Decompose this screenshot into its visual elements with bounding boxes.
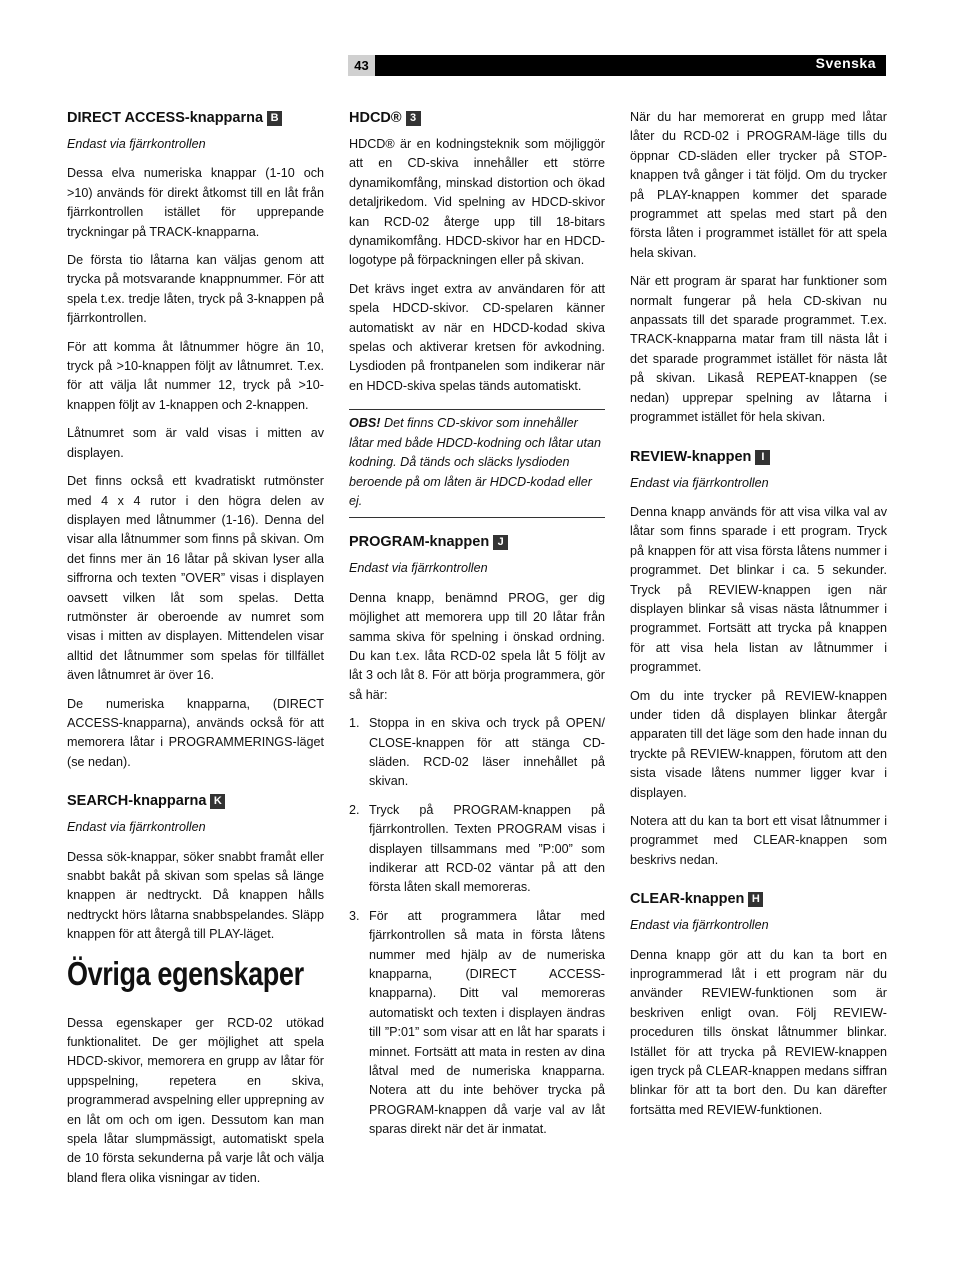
key-badge: K <box>210 794 225 809</box>
section-heading-direct-access <box>67 108 324 128</box>
chapter-title: Övriga egenskaper <box>67 954 304 992</box>
section-heading-clear <box>630 889 887 909</box>
paragraph: När ett program är sparat har funktioner som normalt fungerar på hela CD-skivan nu anpassats till det sparade programmet. T.ex. TRACK-knapparna matar fram till nästa låt i det sparade programmet istället för nästa låt på skivan. Likaså REPEAT-knappen (se nedan) upprepar spelning av låtarna i programmet istället för hela skivan. <box>630 274 887 425</box>
note-label: OBS! <box>349 416 381 431</box>
paragraph: Dessa sök-knappar, söker snabbt framåt eller snabbt bakåt på skivan som spelas så länge knappen är nedtryckt. Då knappen hålls nedtryckt hörs låtarna snabbspelandes. Släpp knappen för att återgå till PLAY-läget. <box>67 849 324 942</box>
step-text: För att programmera låtar med fjärrkontrollen så mata in första låtens nummer med hjälp av de numeriska knapparna, (DIRECT ACCESS-knapparna). Ditt val memoreras automatiskt och texten i displayen ändras till ”P:01” som visar att en låt har sparats i minnet. Fortsätt att mata in resten av dina låtval med de numeriska knapparna. Notera att du inte behöver trycka på PROGRAM-knappen då varje val av låt sparas direkt när det är inmatat. <box>369 908 605 1137</box>
paragraph: Låtnumret som är vald visas i mitten av displayen. <box>67 426 324 460</box>
key-badge: I <box>755 450 770 465</box>
header-bar <box>348 55 886 76</box>
section-heading-hdcd <box>349 108 605 128</box>
list-item <box>349 907 605 1140</box>
heading-text: PROGRAM-knappen <box>349 534 490 551</box>
remote-only-note: Endast via fjärrkontrollen <box>67 137 206 151</box>
heading-text: HDCD® <box>349 110 402 126</box>
paragraph: Om du inte trycker på REVIEW-knappen under tiden då displayen blinkar återgår apparaten till det läge som den hade innan du tryckte på REVIEW-knappen, förutom att den sista visade låtens nummer ligger kvar i displayen. <box>630 688 887 800</box>
remote-only-note: Endast via fjärrkontrollen <box>67 820 206 835</box>
paragraph: Det finns också ett kvadratiskt rutmönster med 4 x 4 rutor i den högra delen av displayen med låtnummer (1-16). Denna del visar alla låtnummer som finns på skivan. Om det finns mer än 16 låtar på skivan lyser alla siffrorna och texten ”OVER” visas i displayen oavsett vilken låt som spelas. Detta rutmönster är oberoende av numret som visas i mitten av displayen. Mittendelen visar alltid det låtnummer som spelas för tillfället även låtnumret är över 16. <box>67 474 324 683</box>
remote-only-note: Endast via fjärrkontrollen <box>630 475 769 490</box>
heading-text: DIRECT ACCESS-knapparna <box>67 110 264 126</box>
note-box <box>349 409 605 518</box>
remote-only-note: Endast via fjärrkontrollen <box>349 561 488 576</box>
paragraph: HDCD® är en kodningsteknik som möjliggör att en CD-skiva innehåller ett större dynamikomfång, minskad distortion och ökad detaljrikedom. Vid spelning av HDCD-skivor kan RCD-02 återge upp till 18-bitars dynamikomfång. HDCD-skivor har en HDCD-logotype på förpackningen eller på skivan. <box>349 137 605 268</box>
key-badge: 3 <box>406 111 421 126</box>
key-badge: B <box>267 111 282 126</box>
page-number: 43 <box>348 55 375 76</box>
paragraph: Det krävs inget extra av användaren för att spela HDCD-skivor. CD-spelaren känner automatiskt av när en HDCD-kodad skiva spelas och aktiverar kretsen för avkodning. Lysdioden på frontpanelen som indikerar när en HDCD-skiva spelas tänds automatiskt. <box>349 281 605 393</box>
column-left <box>67 108 324 1197</box>
list-item <box>349 714 605 792</box>
paragraph: När du har memorerat en grupp med låtar låter du RCD-02 i PROGRAM-läge tills du öppnar CD-släden eller trycker på STOP-knappen två gånger i tät följd. Om du trycker på PLAY-knappen kommer det sparade programmet att spelas med start på den första låten i programmet istället för att spela hela skivan. <box>630 110 887 260</box>
paragraph: Notera att du kan ta bort ett visat låtnummer i programmet med CLEAR-knappen som beskrivs nedan. <box>630 814 887 867</box>
section-heading-program <box>349 532 605 552</box>
remote-only-note: Endast via fjärrkontrollen <box>630 918 769 933</box>
step-number: 3. <box>349 908 360 923</box>
heading-text: SEARCH-knapparna <box>67 793 207 810</box>
program-steps <box>349 714 605 1140</box>
paragraph: Denna knapp används för att visa vilka val av låtar som finns sparade i ett program. Tryck på knappen för att visa första låtens nummer i programmet. Det blinkar i ca. 5 sekunder. Tryck på REVIEW-knappen igen när displayen blinkar så visas nästa låtnummer i programmet. Fortsätt att trycka på knappen för att visa hela listan av låtnummer i programmet. <box>630 504 887 675</box>
heading-text: CLEAR-knappen <box>630 891 745 908</box>
note-text: Det finns CD-skivor som innehåller låtar med både HDCD-kodning och låtar utan kodning. Då tänds och släcks lysdioden beroende på om låten är HDCD-kodad eller ej. <box>349 416 602 508</box>
column-middle <box>349 108 605 1149</box>
paragraph: Denna knapp gör att du kan ta bort en inprogrammerad låt i ett program när du använder REVIEW-funktionen som är beskriven enligt ovan. Följ REVIEW-proceduren tills önskat låtnummer blinkar. Istället för att trycka på REVIEW-knappen igen tryck på CLEAR-knappen medans siffran blinkar för att ta bort den. Du kan därefter fortsätta med REVIEW-funktionen. <box>630 947 887 1117</box>
step-text: Tryck på PROGRAM-knappen på fjärrkontrollen. Texten PROGRAM visas i displayen tillsammans med ”P:00” som indikerar att RCD-02 väntar på att den första låten skall memoreras. <box>369 802 605 895</box>
key-badge: J <box>493 535 508 550</box>
heading-text: REVIEW-knappen <box>630 448 752 465</box>
paragraph: Denna knapp, benämnd PROG, ger dig möjlighet att memorera upp till 20 låtar från samma skiva för spelning i önskad ordning. Du kan t.ex. låta RCD-02 spela låt 5 följt av låt 3 och låt 8. För att börja programmera, gör så här: <box>349 590 605 702</box>
paragraph: De numeriska knapparna, (DIRECT ACCESS-knapparna), används också för att memorera låtar i PROGRAMMERINGS-läget (se nedan). <box>67 696 324 769</box>
section-heading-search <box>67 791 324 811</box>
column-right <box>630 108 887 1129</box>
paragraph: Dessa elva numeriska knappar (1-10 och >10) används för direkt åtkomst till en låt från fjärrkontrollen istället för upprepande tryckningar på TRACK-knapparna. <box>67 166 324 239</box>
section-heading-review <box>630 447 887 467</box>
step-number: 1. <box>349 716 360 731</box>
paragraph: Dessa egenskaper ger RCD-02 utökad funktionalitet. De ger möjlighet att spela HDCD-skivor, memorera en grupp av låtar för uppspelning, repetera en skiva, programmerad avspelning eller upprepning av en låt om och om igen. Dessutom kan man spela låtar slumpmässigt, automatiskt spela de 10 första sekunderna på varje låt och välja bland flera olika visningar av tiden. <box>67 1015 324 1185</box>
paragraph: För att komma åt låtnummer högre än 10, tryck på >10-knappen följt av låtnumret. T.ex. för att välja låt nummer 12, tryck på >10-knappen följt av 1-knappen och 2-knappen. <box>67 339 324 412</box>
step-number: 2. <box>349 802 360 817</box>
language-label: Svenska <box>815 55 876 71</box>
list-item <box>349 801 605 898</box>
key-badge: H <box>748 892 763 907</box>
paragraph: De första tio låtarna kan väljas genom att trycka på motsvarande knappnummer. För att spela t.ex. tredje låten, tryck på 3-knappen på fjärrkontrollen. <box>67 253 324 326</box>
step-text: Stoppa in en skiva och tryck på OPEN/ CLOSE-knappen för att stänga CD-släden. RCD-02 läser innehållet på skivan. <box>369 716 605 789</box>
